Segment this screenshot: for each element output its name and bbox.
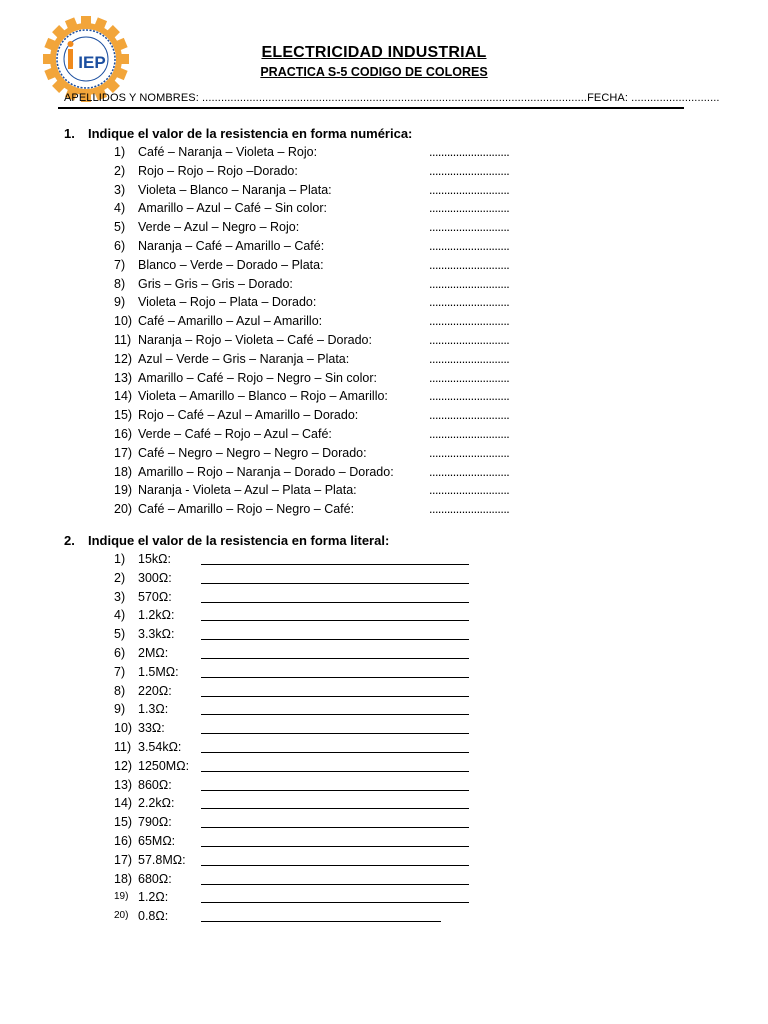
resistance-value: 790Ω: xyxy=(138,815,172,830)
item-number: 15) xyxy=(114,815,133,830)
answer-blank[interactable]: ........................... xyxy=(429,464,510,479)
resistance-value: 3.3kΩ: xyxy=(138,627,175,642)
answer-blank[interactable]: ........................... xyxy=(429,220,510,235)
answer-line[interactable] xyxy=(201,583,469,584)
answer-line[interactable] xyxy=(201,808,469,809)
item-number: 14) xyxy=(114,796,133,811)
document-subtitle: PRACTICA S-5 CODIGO DE COLORES xyxy=(260,65,488,79)
resistance-value: 33Ω: xyxy=(138,721,165,736)
item-number: 14) xyxy=(114,389,133,404)
item-number: 1) xyxy=(114,552,126,566)
answer-line[interactable] xyxy=(201,902,469,903)
answer-blank[interactable]: ........................... xyxy=(429,201,510,216)
item-number: 18) xyxy=(114,871,133,886)
resistance-value: 1.2Ω: xyxy=(138,890,169,905)
item-number: 8) xyxy=(114,683,126,698)
color-sequence: Amarillo – Café – Rojo – Negro – Sin color: xyxy=(138,370,378,385)
answer-blank[interactable]: ........................... xyxy=(429,351,510,366)
resistance-value: 15kΩ: xyxy=(138,552,171,566)
item-number: 13) xyxy=(114,370,133,385)
resistance-value: 860Ω: xyxy=(138,777,172,792)
name-date-line: APELLIDOS Y NOMBRES: ..........................................................................................................................FECHA: ............................ xyxy=(64,92,720,104)
resistance-value: 3.54kΩ: xyxy=(138,740,182,754)
answer-line[interactable] xyxy=(201,884,469,885)
resistance-value: 220Ω: xyxy=(138,683,172,698)
item-number: 20) xyxy=(114,502,133,517)
resistance-value: 0.8Ω: xyxy=(138,909,169,924)
question-1-number: 1. xyxy=(64,126,75,141)
question-2-number: 2. xyxy=(64,533,75,548)
item-number: 4) xyxy=(114,608,126,623)
item-number: 4) xyxy=(114,201,126,216)
color-sequence: Blanco – Verde – Dorado – Plata: xyxy=(138,257,324,272)
color-sequence: Verde – Azul – Negro – Rojo: xyxy=(138,220,300,235)
answer-blank[interactable]: ........................... xyxy=(429,502,510,517)
document-title: ELECTRICIDAD INDUSTRIAL xyxy=(261,44,487,61)
item-number: 13) xyxy=(114,777,133,792)
item-number: 3) xyxy=(114,182,126,197)
color-sequence: Violeta – Rojo – Plata – Dorado: xyxy=(138,295,317,310)
color-sequence: Amarillo – Rojo – Naranja – Dorado – Dorado: xyxy=(138,464,394,479)
color-sequence: Violeta – Amarillo – Blanco – Rojo – Amarillo: xyxy=(138,389,388,404)
answer-blank[interactable]: ........................... xyxy=(429,445,510,460)
color-sequence: Naranja - Violeta – Azul – Plata – Plata: xyxy=(138,483,357,498)
answer-blank[interactable]: ........................... xyxy=(429,145,510,159)
item-number: 2) xyxy=(114,163,126,178)
answer-blank[interactable]: ........................... xyxy=(429,276,510,291)
answer-blank[interactable]: ........................... xyxy=(429,408,510,423)
item-number: 15) xyxy=(114,408,133,423)
answer-line[interactable] xyxy=(201,658,469,659)
answer-line[interactable] xyxy=(201,921,441,922)
color-sequence: Rojo – Rojo – Rojo –Dorado: xyxy=(138,163,298,178)
answer-line[interactable] xyxy=(201,752,469,753)
answer-line[interactable] xyxy=(201,827,469,828)
answer-line[interactable] xyxy=(201,790,469,791)
answer-blank[interactable]: ........................... xyxy=(429,427,510,441)
answer-line[interactable] xyxy=(201,564,469,565)
color-sequence: Café – Negro – Negro – Negro – Dorado: xyxy=(138,445,367,460)
answer-line[interactable] xyxy=(201,639,469,640)
item-number: 7) xyxy=(114,664,126,679)
answer-blank[interactable]: ........................... xyxy=(429,295,510,310)
item-number: 1) xyxy=(114,145,126,159)
item-number: 5) xyxy=(114,220,126,235)
logo-text: IEP xyxy=(78,53,106,72)
item-number: 16) xyxy=(114,427,133,441)
resistance-value: 1250MΩ: xyxy=(138,758,190,773)
answer-blank[interactable]: ........................... xyxy=(429,333,510,347)
resistance-value: 570Ω: xyxy=(138,589,172,604)
item-number: 2) xyxy=(114,570,126,585)
answer-blank[interactable]: ........................... xyxy=(429,257,510,272)
resistance-value: 1.3Ω: xyxy=(138,702,169,717)
color-sequence: Amarillo – Azul – Café – Sin color: xyxy=(138,201,327,216)
item-number: 9) xyxy=(114,702,126,717)
resistance-value: 300Ω: xyxy=(138,570,172,585)
answer-line[interactable] xyxy=(201,846,469,847)
answer-line[interactable] xyxy=(201,696,469,697)
item-number: 8) xyxy=(114,276,126,291)
answer-blank[interactable]: ........................... xyxy=(429,314,510,329)
resistance-value: 2MΩ: xyxy=(138,646,169,660)
question-1-heading xyxy=(64,126,412,141)
item-number: 12) xyxy=(114,351,133,366)
color-sequence: Café – Naranja – Violeta – Rojo: xyxy=(138,145,318,159)
item-number: 19) xyxy=(114,891,129,903)
answer-blank[interactable]: ........................... xyxy=(429,182,510,197)
color-sequence: Gris – Gris – Gris – Dorado: xyxy=(138,276,293,291)
question-2-title: Indique el valor de la resistencia en forma literal: xyxy=(88,533,390,548)
item-number: 6) xyxy=(114,239,126,253)
answer-line[interactable] xyxy=(201,714,469,715)
color-sequence: Café – Amarillo – Azul – Amarillo: xyxy=(138,314,323,329)
answer-line[interactable] xyxy=(201,677,469,678)
item-number: 5) xyxy=(114,627,126,642)
color-sequence: Azul – Verde – Gris – Naranja – Plata: xyxy=(138,351,350,366)
answer-line[interactable] xyxy=(201,771,469,772)
answer-blank[interactable]: ........................... xyxy=(429,239,510,253)
answer-line[interactable] xyxy=(201,733,469,734)
resistance-value: 680Ω: xyxy=(138,871,172,886)
answer-blank[interactable]: ........................... xyxy=(429,370,510,385)
item-number: 11) xyxy=(114,333,132,347)
resistance-value: 65MΩ: xyxy=(138,834,176,848)
question-1-title: Indique el valor de la resistencia en forma numérica: xyxy=(88,126,413,141)
answer-blank[interactable]: ........................... xyxy=(429,163,510,178)
header-divider xyxy=(58,107,684,109)
item-number: 3) xyxy=(114,589,126,604)
resistance-value: 1.2kΩ: xyxy=(138,608,175,623)
resistance-value: 1.5MΩ: xyxy=(138,664,179,679)
answer-blank[interactable]: ........................... xyxy=(429,483,510,498)
item-number: 19) xyxy=(114,483,133,498)
item-number: 9) xyxy=(114,295,126,310)
item-number: 18) xyxy=(114,464,133,479)
answer-line[interactable] xyxy=(201,865,469,866)
color-sequence: Naranja – Café – Amarillo – Café: xyxy=(138,239,325,253)
item-number: 17) xyxy=(114,852,133,867)
item-number: 6) xyxy=(114,646,126,660)
color-sequence: Violeta – Blanco – Naranja – Plata: xyxy=(138,182,332,197)
resistance-value: 57.8MΩ: xyxy=(138,852,186,867)
color-sequence: Naranja – Rojo – Violeta – Café – Dorado: xyxy=(138,333,372,347)
color-sequence: Café – Amarillo – Rojo – Negro – Café: xyxy=(138,502,355,517)
item-number: 12) xyxy=(114,758,133,773)
item-number: 10) xyxy=(114,314,133,329)
item-number: 10) xyxy=(114,721,133,736)
item-number: 17) xyxy=(114,445,133,460)
color-sequence: Rojo – Café – Azul – Amarillo – Dorado: xyxy=(138,408,359,423)
item-number: 20) xyxy=(114,910,129,922)
answer-blank[interactable]: ........................... xyxy=(429,389,510,404)
item-number: 11) xyxy=(114,740,132,754)
question-2-heading xyxy=(64,533,389,548)
color-sequence: Verde – Café – Rojo – Azul – Café: xyxy=(138,427,332,441)
answer-line[interactable] xyxy=(201,620,469,621)
answer-line[interactable] xyxy=(201,602,469,603)
item-number: 7) xyxy=(114,257,126,272)
item-number: 16) xyxy=(114,834,133,848)
resistance-value: 2.2kΩ: xyxy=(138,796,175,811)
